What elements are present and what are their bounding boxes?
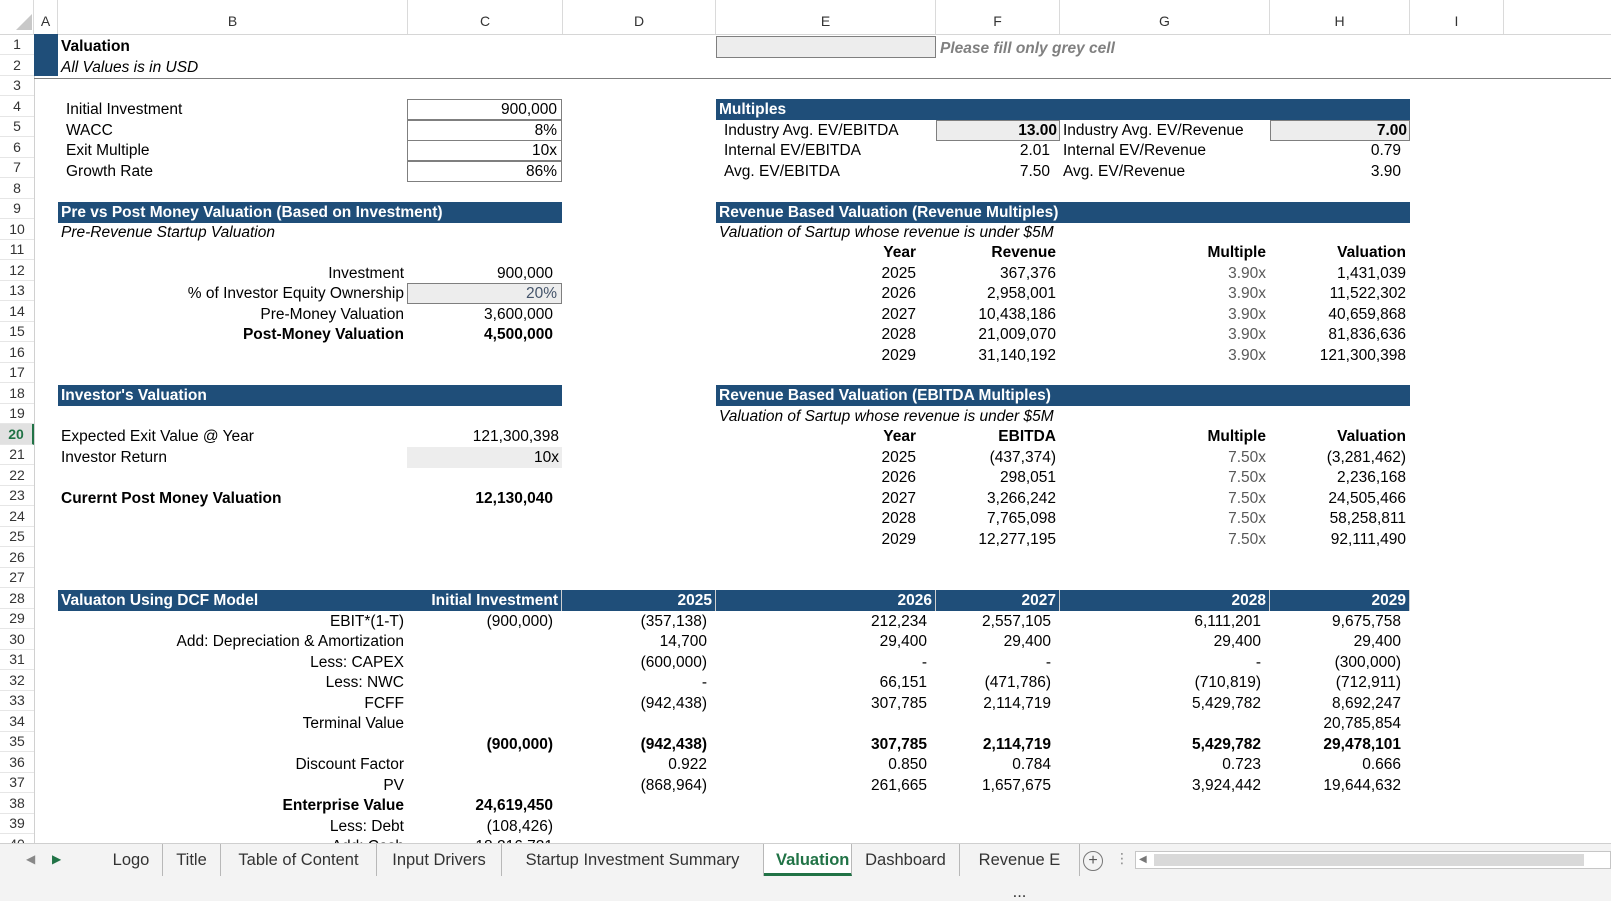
row-header[interactable]: 17 xyxy=(0,362,34,383)
dcf-cell xyxy=(1060,816,1261,837)
sheet-tab[interactable]: Valuation xyxy=(764,844,852,876)
initial-investment-label: Initial Investment xyxy=(66,101,183,118)
dcf-cell: 0.922 xyxy=(668,756,707,774)
title-accent-block xyxy=(34,34,58,76)
dcf-row-label: Discount Factor xyxy=(295,756,404,774)
sheet-tab[interactable]: Input Drivers xyxy=(377,844,502,876)
tab-scroll-left-icon[interactable]: ◀ xyxy=(26,852,36,866)
val-cell: 7.50x xyxy=(1228,469,1266,486)
investment-value: 900,000 xyxy=(496,265,553,282)
scroll-left-arrow-icon[interactable]: ◀ xyxy=(1139,854,1147,865)
dcf-cell xyxy=(562,795,707,816)
dcf-cell xyxy=(936,795,1051,816)
row-header[interactable]: 25 xyxy=(0,526,34,547)
val-cell: 1,431,039 xyxy=(1337,264,1406,282)
dcf-cell xyxy=(1060,713,1261,734)
investor-return-label: Investor Return xyxy=(61,449,167,466)
dcf-cell: 2,114,719 xyxy=(982,735,1051,753)
dcf-cell xyxy=(1270,816,1401,837)
prepost-header: Pre vs Post Money Valuation (Based on Investment) xyxy=(58,202,562,223)
dcf-cell xyxy=(407,713,553,734)
exit-value: 121,300,398 xyxy=(472,428,559,445)
dcf-cell: 8,692,247 xyxy=(1332,694,1401,712)
dcf-cell: 5,429,782 xyxy=(1192,694,1261,712)
fill-note: Please fill only grey cell xyxy=(940,40,1115,57)
col-header-h[interactable]: H xyxy=(1270,0,1410,34)
val-cell: 121,300,398 xyxy=(1319,346,1406,364)
val-cell: 7.50x xyxy=(1228,530,1266,548)
sheet-title: Valuation xyxy=(61,38,130,55)
row-header[interactable]: 22 xyxy=(0,465,34,486)
val-cell: 2028 xyxy=(881,326,916,343)
row-header[interactable]: 19 xyxy=(0,403,34,424)
row-header[interactable]: 18 xyxy=(0,383,34,404)
val-col-header: Valuation xyxy=(1337,244,1406,261)
int-ebitda-value: 2.01 xyxy=(1019,142,1050,159)
avg-ebitda-value: 7.50 xyxy=(1019,163,1050,180)
pre-money-label: Pre-Money Valuation xyxy=(260,306,404,323)
dcf-cell: 14,700 xyxy=(659,633,707,651)
row-header[interactable]: 23 xyxy=(0,485,34,506)
dcf-cell xyxy=(716,795,927,816)
dcf-cell xyxy=(1060,795,1261,816)
equity-label: % of Investor Equity Ownership xyxy=(187,285,404,302)
val-cell: 92,111,490 xyxy=(1330,530,1406,548)
dcf-cell xyxy=(407,631,553,652)
row-header[interactable]: 33 xyxy=(0,690,34,711)
row-header-bar xyxy=(0,34,35,866)
dcf-cell: 29,400 xyxy=(1003,633,1051,651)
col-header-e[interactable]: E xyxy=(716,0,936,34)
wacc-cell[interactable]: 8% xyxy=(407,120,562,141)
row-header[interactable]: 15 xyxy=(0,321,34,342)
val-cell: 3.90x xyxy=(1228,305,1266,323)
multiples-header: Multiples xyxy=(716,99,1410,120)
dcf-cell xyxy=(407,652,553,673)
dcf-cell: 0.784 xyxy=(1012,756,1051,774)
ind-ebitda-label: Industry Avg. EV/EBITDA xyxy=(724,122,899,139)
val-col-header: Multiple xyxy=(1207,428,1266,445)
dcf-cell: (900,000) xyxy=(486,613,553,630)
add-sheet-icon[interactable]: + xyxy=(1083,851,1103,871)
val-cell: 7.50x xyxy=(1228,448,1266,466)
sheet-subtitle: All Values is in USD xyxy=(61,59,199,76)
dcf-cell: - xyxy=(1045,653,1051,671)
dcf-cell: 2,557,105 xyxy=(982,613,1051,630)
row-header[interactable]: 8 xyxy=(0,178,34,199)
dcf-col-header: 2029 xyxy=(1270,590,1410,611)
int-rev-label: Internal EV/Revenue xyxy=(1063,142,1207,159)
row-header[interactable]: 37 xyxy=(0,772,34,793)
dcf-cell xyxy=(936,713,1051,734)
growth-rate-label: Growth Rate xyxy=(66,163,154,180)
sheet-tab[interactable]: Logo xyxy=(100,844,163,876)
val-cell: 2029 xyxy=(881,346,916,364)
dcf-cell: 5,429,782 xyxy=(1192,735,1261,753)
equity-cell[interactable]: 20% xyxy=(407,283,562,304)
dcf-cell: 307,785 xyxy=(870,735,927,753)
val-cell: 7.50x xyxy=(1228,489,1266,507)
title-divider xyxy=(34,78,1611,79)
dcf-cell: 19,644,632 xyxy=(1323,776,1401,794)
row-header[interactable]: 6 xyxy=(0,137,34,158)
dcf-cell: (712,911) xyxy=(1335,674,1401,692)
val-col-header: EBITDA xyxy=(998,428,1056,445)
row-header[interactable]: 1 xyxy=(0,34,34,55)
row-header[interactable]: 27 xyxy=(0,567,34,588)
val-cell: 2,236,168 xyxy=(1337,469,1406,486)
dcf-cell: 24,619,450 xyxy=(475,797,553,815)
row-header[interactable]: 26 xyxy=(0,547,34,568)
current-post-value: 12,130,040 xyxy=(475,490,553,507)
col-header-a[interactable]: A xyxy=(34,0,58,34)
select-all-corner[interactable] xyxy=(0,0,34,34)
dcf-col-header: Initial Investment xyxy=(407,590,562,611)
dcf-cell: 212,234 xyxy=(870,613,927,630)
ebitda-val-header: Revenue Based Valuation (EBITDA Multiples) xyxy=(716,385,1410,406)
val-cell: 298,051 xyxy=(999,469,1056,486)
exit-multiple-cell[interactable]: 10x xyxy=(407,140,562,161)
pre-money-value: 3,600,000 xyxy=(484,306,553,323)
row-header[interactable]: 36 xyxy=(0,752,34,773)
dcf-cell: 6,111,201 xyxy=(1194,613,1261,630)
val-col-header: Year xyxy=(883,428,916,445)
dcf-cell: (471,786) xyxy=(984,674,1051,692)
dcf-cell: 0.666 xyxy=(1362,756,1401,774)
val-cell: 2027 xyxy=(881,489,916,507)
avg-rev-value: 3.90 xyxy=(1370,163,1401,180)
prepost-subtitle: Pre-Revenue Startup Valuation xyxy=(61,224,275,241)
row-header[interactable]: 31 xyxy=(0,649,34,670)
column-header-bar xyxy=(0,0,1611,35)
dcf-row-label: PV xyxy=(383,776,404,794)
dcf-cell xyxy=(407,693,553,714)
row-header[interactable]: 13 xyxy=(0,280,34,301)
val-col-header: Multiple xyxy=(1207,244,1266,261)
row-header[interactable]: 34 xyxy=(0,711,34,732)
sheet-tab-bar xyxy=(0,843,1611,901)
col-header-g[interactable]: G xyxy=(1060,0,1270,34)
row-header[interactable]: 5 xyxy=(0,116,34,137)
dcf-cell xyxy=(407,754,553,775)
more-options-icon[interactable]: ⋮ xyxy=(1115,850,1129,866)
int-ebitda-label: Internal EV/EBITDA xyxy=(724,142,861,159)
val-cell: 21,009,070 xyxy=(978,326,1056,343)
investment-label: Investment xyxy=(328,265,404,282)
rev-val-header: Revenue Based Valuation (Revenue Multiples) xyxy=(716,202,1410,223)
row-header[interactable]: 12 xyxy=(0,260,34,281)
dcf-cell: 9,675,758 xyxy=(1332,613,1401,630)
dcf-cell xyxy=(562,816,707,837)
ind-rev-label: Industry Avg. EV/Revenue xyxy=(1063,122,1244,139)
dcf-cell: 66,151 xyxy=(879,674,927,692)
val-cell: 2026 xyxy=(881,285,916,302)
dcf-row-label: Enterprise Value xyxy=(282,797,404,815)
dcf-cell: 3,924,442 xyxy=(1192,776,1261,794)
val-cell: (3,281,462) xyxy=(1326,448,1406,466)
row-header[interactable]: 16 xyxy=(0,342,34,363)
rev-val-subtitle: Valuation of Sartup whose revenue is under $5M xyxy=(719,224,1054,241)
val-cell: 10,438,186 xyxy=(978,305,1056,323)
col-header-c[interactable]: C xyxy=(408,0,563,34)
row-header[interactable]: 39 xyxy=(0,813,34,834)
val-cell: 2029 xyxy=(881,530,916,548)
dcf-cell: (942,438) xyxy=(640,735,707,753)
current-post-label: Curernt Post Money Valuation xyxy=(61,490,282,507)
dcf-cell xyxy=(936,816,1051,837)
dcf-row-label: FCFF xyxy=(364,694,404,712)
dcf-cell: (710,819) xyxy=(1194,674,1261,692)
dcf-row-label: EBIT*(1-T) xyxy=(329,613,404,630)
dcf-cell xyxy=(716,816,927,837)
dcf-row-label: Less: NWC xyxy=(325,674,404,692)
post-money-value: 4,500,000 xyxy=(484,326,553,343)
dcf-cell: 0.850 xyxy=(888,756,927,774)
avg-rev-label: Avg. EV/Revenue xyxy=(1063,163,1186,180)
val-cell: 2028 xyxy=(881,510,916,527)
exit-multiple-label: Exit Multiple xyxy=(66,142,150,159)
col-header-f[interactable]: F xyxy=(936,0,1060,34)
dcf-title: Valuaton Using DCF Model xyxy=(61,592,259,609)
dcf-cell xyxy=(562,713,707,734)
row-header[interactable]: 14 xyxy=(0,301,34,322)
dcf-cell: 29,400 xyxy=(1353,633,1401,651)
dcf-cell: 29,400 xyxy=(879,633,927,651)
dcf-cell: 29,400 xyxy=(1213,633,1261,651)
initial-investment-cell[interactable]: 900,000 xyxy=(407,99,562,120)
row-header[interactable]: 38 xyxy=(0,793,34,814)
grey-cell-legend xyxy=(716,36,936,58)
dcf-row-label: Less: CAPEX xyxy=(310,653,404,671)
sheet-tab[interactable]: Dashboard xyxy=(852,844,960,876)
dcf-cell: (600,000) xyxy=(640,653,707,671)
val-cell: 7,765,098 xyxy=(987,510,1056,527)
val-cell: 2025 xyxy=(881,448,916,466)
row-header[interactable]: 20 xyxy=(0,424,34,445)
growth-rate-cell[interactable]: 86% xyxy=(407,161,562,182)
scrollbar-thumb[interactable] xyxy=(1154,854,1584,866)
avg-ebitda-label: Avg. EV/EBITDA xyxy=(724,163,841,180)
dcf-cell xyxy=(716,713,927,734)
val-cell: 24,505,466 xyxy=(1328,489,1406,507)
row-header[interactable]: 35 xyxy=(0,731,34,752)
row-header[interactable]: 32 xyxy=(0,670,34,691)
val-cell: 7.50x xyxy=(1228,510,1266,527)
val-cell: (437,374) xyxy=(989,448,1056,466)
row-header[interactable]: 11 xyxy=(0,239,34,260)
dcf-col-header: 2025 xyxy=(562,590,716,611)
val-cell: 12,277,195 xyxy=(978,530,1056,548)
row-header[interactable]: 29 xyxy=(0,608,34,629)
val-cell: 40,659,868 xyxy=(1328,305,1406,323)
wacc-label: WACC xyxy=(66,122,113,139)
row-header[interactable]: 21 xyxy=(0,444,34,465)
ind-rev-cell[interactable]: 7.00 xyxy=(1270,120,1410,141)
val-col-header: Year xyxy=(883,244,916,261)
dcf-cell: (868,964) xyxy=(640,776,707,794)
dcf-cell: 0.723 xyxy=(1222,756,1261,774)
dcf-col-header: 2027 xyxy=(936,590,1060,611)
dcf-cell: 307,785 xyxy=(870,694,927,712)
dcf-col-header: 2026 xyxy=(716,590,936,611)
val-cell: 2025 xyxy=(881,264,916,282)
dcf-cell xyxy=(407,775,553,796)
ebitda-val-subtitle: Valuation of Sartup whose revenue is under $5M xyxy=(719,408,1054,425)
row-header[interactable]: 10 xyxy=(0,219,34,240)
dcf-cell: (942,438) xyxy=(640,694,707,712)
row-header[interactable]: 7 xyxy=(0,157,34,178)
dcf-cell: (357,138) xyxy=(640,613,707,630)
row-header[interactable]: 30 xyxy=(0,629,34,650)
val-col-header: Valuation xyxy=(1337,428,1406,445)
sheet-tab[interactable]: Startup Investment Summary xyxy=(502,844,764,876)
dcf-row-label xyxy=(58,734,404,755)
dcf-cell: 29,478,101 xyxy=(1323,735,1401,753)
investor-header: Investor's Valuation xyxy=(58,385,562,406)
val-cell: 58,258,811 xyxy=(1329,510,1406,527)
col-header-b[interactable]: B xyxy=(58,0,408,34)
col-header-i[interactable]: I xyxy=(1410,0,1504,34)
sheet-grid[interactable] xyxy=(34,34,1611,866)
dcf-cell: 2,114,719 xyxy=(983,694,1051,712)
val-cell: 3.90x xyxy=(1228,346,1266,364)
val-cell: 2026 xyxy=(881,469,916,486)
dcf-row-label: Less: Debt xyxy=(329,817,404,835)
val-cell: 81,836,636 xyxy=(1328,326,1406,343)
tab-scroll-right-icon[interactable]: ▶ xyxy=(52,852,62,866)
sheet-tab[interactable]: Table of Content xyxy=(221,844,377,876)
val-cell: 3,266,242 xyxy=(987,489,1056,507)
post-money-label: Post-Money Valuation xyxy=(242,326,404,343)
dcf-cell: - xyxy=(1255,653,1261,671)
val-cell: 2,958,001 xyxy=(987,285,1056,302)
dcf-cell: 261,665 xyxy=(870,776,927,794)
dcf-row-label: Terminal Value xyxy=(302,715,404,733)
dcf-cell xyxy=(407,672,553,693)
ind-ebitda-cell[interactable]: 13.00 xyxy=(936,120,1060,141)
sheet-tab[interactable]: Title xyxy=(163,844,221,876)
row-header[interactable]: 9 xyxy=(0,198,34,219)
dcf-cell: 1,657,675 xyxy=(982,776,1051,794)
dcf-cell: - xyxy=(921,653,927,671)
val-col-header: Revenue xyxy=(991,244,1056,261)
val-cell: 3.90x xyxy=(1228,326,1266,343)
row-header[interactable]: 3 xyxy=(0,75,34,96)
row-header[interactable]: 4 xyxy=(0,96,34,117)
dcf-cell: (900,000) xyxy=(486,735,553,753)
dcf-row-label: Add: Depreciation & Amortization xyxy=(176,633,404,651)
val-cell: 31,140,192 xyxy=(978,346,1056,364)
row-header[interactable]: 28 xyxy=(0,588,34,609)
sheet-tab[interactable]: Revenue E ... xyxy=(960,844,1080,876)
int-rev-value: 0.79 xyxy=(1370,142,1401,159)
exit-value-label: Expected Exit Value @ Year xyxy=(61,428,254,445)
row-header[interactable]: 24 xyxy=(0,506,34,527)
row-header[interactable]: 2 xyxy=(0,55,34,76)
dcf-cell xyxy=(1270,795,1401,816)
dcf-cell: - xyxy=(701,674,707,692)
val-cell: 11,522,302 xyxy=(1329,285,1406,302)
investor-return-cell[interactable]: 10x xyxy=(407,447,562,468)
dcf-cell: (300,000) xyxy=(1334,653,1401,671)
dcf-cell: 20,785,854 xyxy=(1323,715,1401,733)
col-header-d[interactable]: D xyxy=(563,0,716,34)
dcf-col-header: 2028 xyxy=(1060,590,1270,611)
val-cell: 3.90x xyxy=(1228,264,1266,282)
val-cell: 3.90x xyxy=(1228,285,1266,302)
dcf-cell: (108,426) xyxy=(486,817,553,835)
horizontal-scrollbar[interactable] xyxy=(1135,851,1611,869)
val-cell: 367,376 xyxy=(999,264,1056,282)
val-cell: 2027 xyxy=(881,305,916,323)
